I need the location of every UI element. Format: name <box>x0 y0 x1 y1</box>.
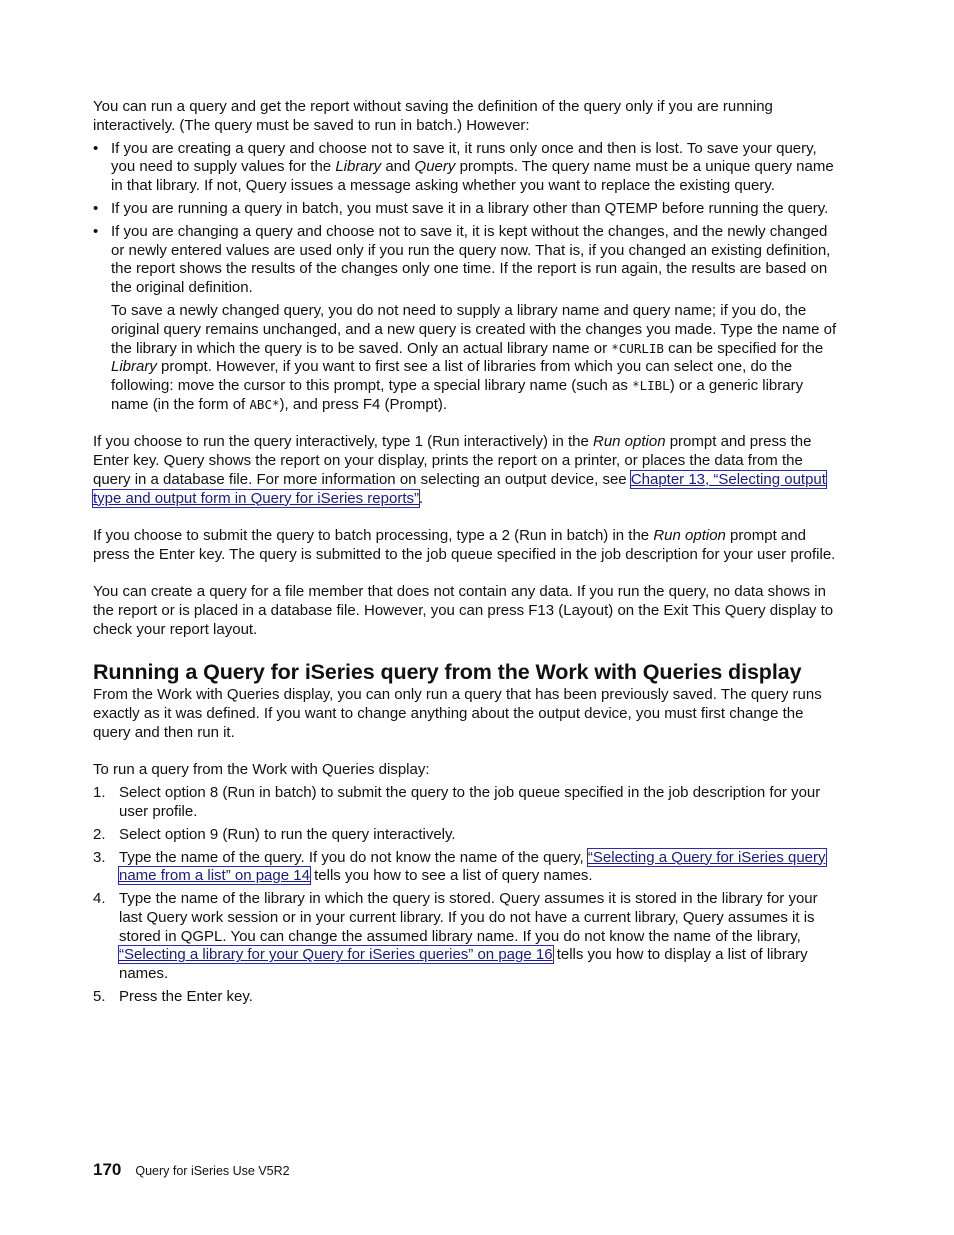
bullet-list <box>93 140 841 415</box>
curlib-code: *CURLIB <box>611 340 664 356</box>
steps-list <box>93 784 841 1007</box>
bullet-item-changing: • If you are changing a query and choose not to save it, it is kept without the changes, and the newly changed or newly entered values are used only if you run the query now. That is, if you changed an existing definition, the report shows the results of the changes only one time. If the report is run again, the results are based on the original definition. To save a newly changed query, you do not need to supply a library name and query name; if you do, the original query remains unchanged, and a new query is created with the changes you made. Type the name of the library in which the query is to be saved. Only an actual library name or *CURLIB can be specified for the Library prompt. However, if you want to first see a list of libraries from which you can select one, do the following: move the cursor to this prompt, type a special library name (such as *LIBL) or a generic library name (in the form of ABC*), and press F4 (Prompt). <box>93 223 841 415</box>
step-item-1: 1. Select option 8 (Run in batch) to submit the query to the job queue specified in the job description for your user profile. <box>93 784 821 820</box>
work-with-queries-paragraph: From the Work with Queries display, you can only run a query that has been previously saved. The query runs exactly as it was defined. If you want to change anything about the output device, you must first change the query and then run it. <box>93 686 822 742</box>
select-library-link[interactable]: “Selecting a library for your Query for iSeries queries” on page 16 <box>119 946 553 964</box>
run-option-term: Run option <box>592 433 666 451</box>
step-number: 5. <box>93 988 106 1006</box>
library-prompt-term: Library <box>335 158 382 176</box>
libl-code: *LIBL <box>632 378 670 394</box>
bullet-marker: • <box>93 199 99 217</box>
chapter-13-link[interactable]: Chapter 13, “Selecting output type and output form in Query for iSeries reports” <box>93 470 826 507</box>
bullet-item-batch: • If you are running a query in batch, you must save it in a library other than QTEMP before running the query. <box>93 199 829 217</box>
steps-intro: To run a query from the Work with Queries display: <box>93 761 430 779</box>
section-heading: Running a Query for iSeries query from the Work with Queries display <box>93 660 802 685</box>
step-number: 2. <box>93 825 106 843</box>
bullet-marker: • <box>93 139 99 157</box>
book-title: Query for iSeries Use V5R2 <box>135 1164 290 1178</box>
bullet-marker: • <box>93 222 99 240</box>
library-prompt-term: Library <box>111 358 157 376</box>
intro-paragraph: You can run a query and get the report without saving the definition of the query only if you are running interactively. (The query must be saved to run in batch.) However: <box>93 98 773 134</box>
run-interactively-paragraph: If you choose to run the query interactively, type 1 (Run interactively) in the Run option prompt and press the Enter key. Query shows the report on your display, prints the report on a printer, or places the data from the query in a database file. For more information on selecting an output device, see Chapter 13, “Selecting output type and output form in Query for iSeries reports”. <box>93 433 826 507</box>
page-number: 170 <box>93 1160 122 1179</box>
query-prompt-term: Query <box>414 158 456 176</box>
step-number: 1. <box>93 784 106 802</box>
step-number: 4. <box>93 890 106 908</box>
step-item-2: 2. Select option 9 (Run) to run the query interactively. <box>93 825 456 843</box>
empty-member-paragraph: You can create a query for a file member that does not contain any data. If you run the query, no data shows in the report or is placed in a database file. However, you can press F13 (Layout) on the Exit This Query display to check your report layout. <box>93 583 834 638</box>
generic-name-code: ABC* <box>249 396 280 412</box>
step-item-4: 4. Type the name of the library in which the query is stored. Query assumes it is stored in the library for your last Query work session or in your current library. If you do not have a current library, Query assumes it is stored in QGPL. You can change the assumed library name. If you do not know the name of the library, “Selecting a library for your Query for iSeries queries” on page 16 tells you how to display a list of library names. <box>93 890 818 983</box>
select-query-name-link[interactable]: “Selecting a Query for iSeries query name from a list” on page 14 <box>119 848 826 885</box>
step-item-5: 5. Press the Enter key. <box>93 988 253 1006</box>
bullet-item-creating: • If you are creating a query and choose not to save it, it runs only once and then is lost. To save your query, you need to supply values for the Library and Query prompts. The query name must be a unique query name in that library. If not, Query issues a message asking whether you want to replace the existing query. <box>93 139 834 195</box>
step-item-3: 3. Type the name of the query. If you do not know the name of the query, “Selecting a Query for iSeries query name from a list” on page 14 tells you how to see a list of query names. <box>93 848 826 885</box>
run-batch-paragraph: If you choose to submit the query to batch processing, type a 2 (Run in batch) in the Run option prompt and press the Enter key. The query is submitted to the job queue specified in the job description for your user profile. <box>93 526 836 563</box>
document-page <box>93 98 841 1011</box>
page-footer <box>93 1160 290 1180</box>
save-changed-query-paragraph: To save a newly changed query, you do not need to supply a library name and query name; if you do, the original query remains unchanged, and a new query is created with the changes you made. Type the name of the library in which the query is to be saved. Only an actual library name or *CURLIB can be specified for the Library prompt. However, if you want to first see a list of libraries from which you can select one, do the following: move the cursor to this prompt, type a special library name (such as *LIBL) or a generic library name (in the form of ABC*), and press F4 (Prompt). <box>111 301 837 413</box>
run-option-term: Run option <box>653 526 726 544</box>
step-number: 3. <box>93 848 106 866</box>
